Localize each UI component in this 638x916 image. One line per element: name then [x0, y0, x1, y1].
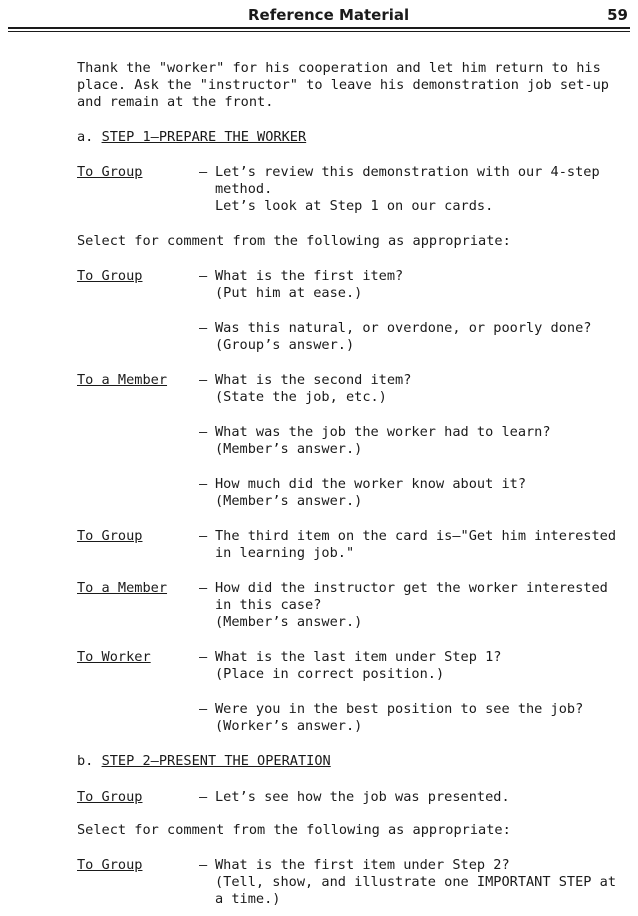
item-text: What is the last item under Step 1? (Place in correct position.)	[215, 649, 502, 682]
item-text: Let’s see how the job was presented.	[215, 789, 510, 805]
dash: –	[199, 320, 208, 336]
step2-prefix: b.	[77, 753, 102, 769]
header-rule-thin	[8, 31, 630, 32]
item-text: Let’s review this demonstration with our 4-step method. Let’s look at Step 1 on our cards.	[215, 164, 600, 214]
audience-label: To a Member	[77, 580, 168, 596]
header-rule	[8, 27, 630, 29]
item-text: How did the instructor get the worker interested in this case? (Member’s answer.)	[215, 580, 608, 630]
dash: –	[199, 580, 208, 596]
dash: –	[199, 528, 208, 544]
dash: –	[199, 372, 208, 388]
running-title: Reference Material	[248, 6, 410, 24]
audience-label: To Group	[77, 528, 143, 544]
step1-prefix: a.	[77, 129, 102, 145]
item-text: What is the first item under Step 2? (Tell, show, and illustrate one IMPORTANT STEP at a time.)	[215, 857, 617, 907]
item-text: Were you in the best position to see the job? (Worker’s answer.)	[215, 701, 584, 734]
item-text: The third item on the card is—"Get him interested in learning job."	[215, 528, 617, 561]
item-text: What was the job the worker had to learn? (Member’s answer.)	[215, 424, 551, 457]
audience-label: To Group	[77, 857, 143, 873]
step1-title: STEP 1—PREPARE THE WORKER	[101, 129, 307, 145]
page-number: 59	[607, 6, 628, 24]
dash: –	[199, 701, 208, 717]
select-instruction-1: Select for comment from the following as appropriate:	[77, 233, 511, 249]
dash: –	[199, 649, 208, 665]
dash: –	[199, 268, 208, 284]
dash: –	[199, 164, 208, 180]
step1-heading	[77, 129, 306, 146]
audience-label: To Group	[77, 164, 143, 180]
item-text: What is the first item? (Put him at ease.)	[215, 268, 404, 301]
dash: –	[199, 476, 208, 492]
audience-label: To Worker	[77, 649, 151, 665]
step2-heading	[77, 753, 331, 770]
audience-label: To a Member	[77, 372, 168, 388]
step2-title: STEP 2—PRESENT THE OPERATION	[101, 753, 331, 769]
item-text: What is the second item? (State the job, etc.)	[215, 372, 412, 405]
select-instruction-2: Select for comment from the following as appropriate:	[77, 822, 511, 838]
audience-label: To Group	[77, 789, 143, 805]
item-text: Was this natural, or overdone, or poorly done? (Group’s answer.)	[215, 320, 592, 353]
dash: –	[199, 857, 208, 873]
dash: –	[199, 789, 208, 805]
item-text: How much did the worker know about it? (Member’s answer.)	[215, 476, 526, 509]
page-header	[8, 0, 630, 30]
dash: –	[199, 424, 208, 440]
intro-paragraph: Thank the "worker" for his cooperation and let him return to his place. Ask the "instructor" to leave his demonstration job set-up and remain at the front.	[77, 60, 609, 110]
audience-label: To Group	[77, 268, 143, 284]
